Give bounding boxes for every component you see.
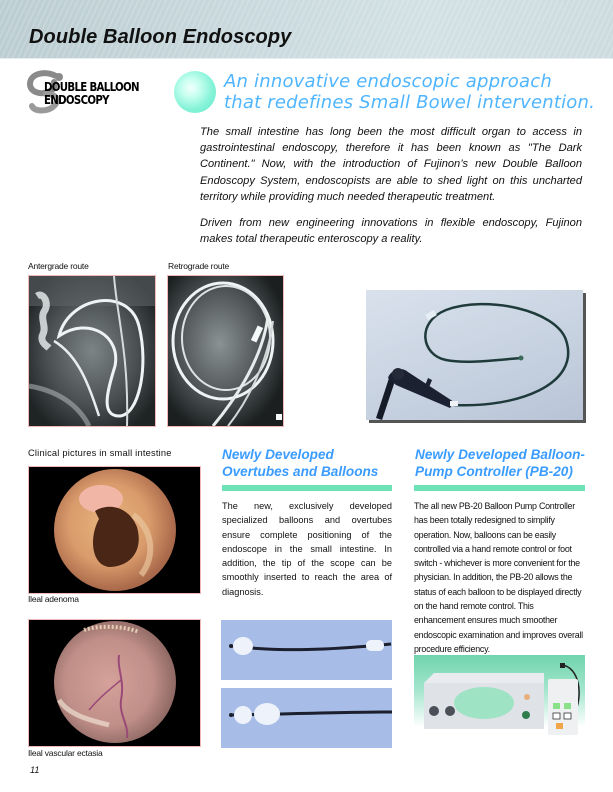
retrograde-caption: Retrograde route: [168, 261, 230, 271]
overtubes-heading-line-1: Newly Developed: [222, 447, 334, 462]
overtubes-heading: [222, 446, 378, 480]
pump-body: The all new PB-20 Balloon Pump Controller has been totally redesigned to simplify operation. Now, balloons can be easily controlled via a hand remote control or foot switch - whichever is more convenient for the physician. In addition, the PB-20 allows the status of each balloon to be displayed directly on the hand remote control. This enhancement ensures much smoother endoscopic examination and improves overall procedure efficiency.: [414, 501, 583, 654]
ectasia-graphic: [29, 620, 200, 746]
antegrade-xray-image: [28, 275, 156, 427]
ectasia-caption: Ileal vascular ectasia: [28, 748, 103, 758]
pump-heading-line-1: Newly Developed Balloon-: [415, 447, 585, 462]
page-number: 11: [30, 765, 40, 775]
logo-text: [44, 81, 139, 107]
overtube-graphic-2: [221, 688, 392, 748]
adenoma-caption: Ileal adenoma: [28, 594, 79, 604]
overtube-balloon-image-1: [221, 620, 392, 680]
logo-line-2: ENDOSCOPY: [44, 93, 109, 107]
pump-divider: [414, 485, 585, 491]
tagline-line-2: that redefines Small Bowel intervention.: [224, 92, 596, 113]
overtubes-divider: [222, 485, 392, 491]
endoscope-photo: [366, 290, 583, 420]
ileal-vascular-ectasia-image: [28, 619, 201, 747]
intro-paragraph-2: Driven from new engineering innovations in flexible endoscopy, Fujinon makes total therapeutic enteroscopy a reality.: [200, 217, 582, 246]
tagline: [224, 71, 595, 113]
header-band: [0, 0, 613, 59]
pump-controller-heading: [415, 446, 585, 480]
antegrade-caption: Antergrade route: [28, 261, 89, 271]
pump-controller-graphic: [414, 655, 585, 735]
antegrade-xray-graphic: [29, 276, 155, 426]
overtube-balloon-image-2: [221, 688, 392, 748]
overtubes-body: The new, exclusively developed specialized balloons and overtubes ensure complete positioning of the endoscope in the small intestine. In addition, the tip of the scope can be smoothly inserted to reach the area of diagnosis.: [222, 501, 392, 597]
pump-heading-line-2: Pump Controller (PB-20): [415, 464, 573, 479]
intro-paragraph-1: The small intestine has long been the most difficult organ to access in gastrointestinal endoscopy, therefore it has been known as "The Dark Continent." Now, with the introduction of Fujinon’s new Double Balloon Endoscopy System, endoscopists are able to shed light on this uncharted territory while providing much needed therapeutic treatment.: [200, 126, 582, 203]
retrograde-xray-image: [167, 275, 284, 427]
page-title: Double Balloon Endoscopy: [29, 26, 292, 48]
retrograde-xray-graphic: [168, 276, 283, 426]
logo-line-1: DOUBLE BALLOON: [44, 80, 139, 94]
endoscope-graphic: [366, 290, 583, 420]
clinical-caption: Clinical pictures in small intestine: [28, 448, 172, 458]
overtubes-heading-line-2: Overtubes and Balloons: [222, 464, 379, 479]
decorative-orb: [174, 71, 216, 113]
tagline-line-1: An innovative endoscopic approach: [224, 71, 552, 92]
adenoma-graphic: [29, 467, 200, 593]
intro-text: [200, 124, 582, 257]
double-balloon-logo: [26, 70, 166, 114]
overtube-graphic-1: [221, 620, 392, 680]
ileal-adenoma-image: [28, 466, 201, 594]
pump-controller-photo: [414, 655, 585, 735]
